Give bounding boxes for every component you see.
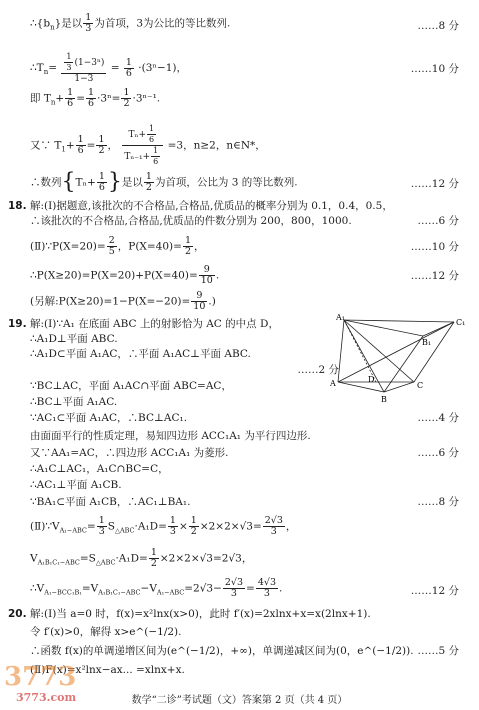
line-tn-plus-sixth: 即 $T_n+$ $\frac{1}{6}$ = $\frac{1}{6}$ ·3ⁿ= $\frac{1}{2}$ ·3ⁿ⁻¹. (30, 87, 161, 109)
score-12a: ……12 分 (410, 178, 459, 190)
score-8b: ……8 分 (417, 496, 459, 508)
page-footer: 数学“二诊”考试题（文）答案第 2 页（共 4 页） (131, 695, 348, 706)
q19-l10: ∴AC₁⊥平面 A₁CB. (30, 479, 122, 491)
score-6a: ……6 分 (417, 215, 459, 227)
label-d: D (368, 375, 375, 384)
q18-part1: 解:(Ⅰ)据题意,该批次的不合格品,合格品,优质品的概率分别为 0.1，0.4，0.5， (30, 200, 393, 212)
label-c1: C₁ (456, 318, 466, 327)
score-10b: ……10 分 (410, 241, 459, 253)
line-bn-geometric: $\therefore\{b_n\}$是以 $\frac{1}{3}$ 为首项，3为公比的等比数列. (30, 12, 231, 34)
line-tn-formula: $\therefore T_n=$ $\frac{1}{3}$ (1−3ⁿ) 1−3 = $\frac{1}{6}$ ·(3ⁿ−1)， (30, 52, 187, 84)
q19-l12: $(Ⅱ)\because V_{A_1-ABC}=$ $\frac{1}{3}$ $S_{\triangle ABC}\cdot A_1D=$ $\frac{1}{3}$ × $\frac{1}{2}$ ×2×2×√3= $\frac{2√3}{3}$ ， (30, 515, 297, 537)
q20-number: 20. (8, 608, 27, 620)
q19-l1: 解:(Ⅰ)∵A₁ 在底面 ABC 上的射影恰为 AC 的中点 D， (30, 318, 279, 330)
score-12b: ……12 分 (410, 270, 459, 282)
q20-l1: 解:(Ⅰ)当 a=0 时，f(x)=x²lnx(x>0)，此时 f′(x)=2xlnx+x=x(2lnx+1). (30, 608, 371, 620)
q19-l8: 又∵AA₁=AC，∴四边形 ACC₁A₁ 为菱形. (30, 447, 229, 459)
line-ratio: 又∵ $T_1+$ $\frac{1}{6}$ = $\frac{1}{2}$ ， Tₙ+ $\frac{1}{6}$ Tₙ₋₁+ $\frac{1}{6}$ =3，n≥2，n∈N*， (30, 124, 266, 166)
q19-l4: ∵BC⊥AC，平面 A₁AC∩平面 ABC=AC， (30, 380, 232, 392)
q19-l11: ∵BA₁⊂平面 A₁CB，∴AC₁⊥BA₁. (30, 496, 191, 508)
label-a1: A₁ (336, 313, 345, 322)
score-2: ……2 分 (297, 364, 339, 376)
q20-l4: (Ⅱ)F(x)=x²lnx−ax... =xlnx+x. (30, 664, 185, 676)
q19-l5: ∴BC⊥平面 A₁AC. (30, 396, 118, 408)
prism-figure (330, 312, 468, 404)
q19-l3: ∴A₁D⊂平面 A₁AC，∴平面 A₁AC⊥平面 ABC. (30, 348, 251, 360)
label-b1: B₁ (422, 338, 432, 347)
q19-l2: ∴A₁D⊥平面 ABC. (30, 333, 118, 345)
q19-l7: 由面面平行的性质定理，易知四边形 ACC₁A₁ 为平行四边形. (30, 430, 311, 442)
score-10: ……10 分 (410, 63, 459, 75)
score-12c: ……12 分 (410, 585, 459, 597)
score-4: ……4 分 (417, 412, 459, 424)
q19-l14: $\therefore V_{A_1-BCC_1B_1}=V_{A_1B_1C_1-ABC}-V_{A_1-ABC}=2√3-$ $\frac{2√3}{3}$ = $\frac{4√3}{3}$ . (30, 577, 283, 599)
q18-counts: ∴该批次的不合格品,合格品,优质品的件数分别为 200，800，1000. (30, 215, 352, 227)
line-tn-sequence: ∴数列{Tₙ+ $\frac{1}{6}$ }是以 $\frac{1}{2}$ 为首项，公比为 3 的等比数列. (30, 169, 298, 195)
q18-alt: (另解:P(X≥20)=1−P(X=−20)= $\frac{9}{10}$ .) (30, 290, 216, 312)
watermark-logo-text: 3773 (4, 662, 77, 692)
score-5: ……5 分 (417, 645, 459, 657)
score-6b: ……6 分 (417, 447, 459, 459)
watermark-url: 3773.com (16, 691, 77, 704)
label-b: B (381, 395, 387, 404)
q18-number: 18. (8, 200, 27, 212)
label-c: C (417, 381, 424, 390)
q19-l13: $V_{A_1B_1C_1-ABC}=S_{\triangle ABC}\cdot A_1D=$ $\frac{1}{2}$ ×2×2×√3=2√3， (30, 547, 253, 569)
label-a: A (330, 379, 336, 388)
score-8: ……8 分 (417, 20, 459, 32)
q20-l3: ∴函数 f(x)的单调递增区间为(e^(−1/2)，+∞)，单调递减区间为(0，e^(−1/2)). (30, 645, 414, 657)
q18-part2: (Ⅱ)∵P(X=20)= $\frac{2}{5}$ ，P(X=40)= $\frac{1}{2}$ ， (30, 235, 205, 257)
q19-number: 19. (8, 318, 27, 330)
q18-prob: ∴P(X≥20)=P(X=20)+P(X=40)= $\frac{9}{10}$ . (30, 264, 220, 286)
q19-l9: ∴A₁C⊥AC₁，A₁C∩BC=C， (30, 463, 169, 475)
q20-l2: 令 f′(x)>0，解得 x>e^(−1/2). (30, 626, 182, 638)
q19-l6: ∵AC₁⊂平面 A₁AC，∴BC⊥AC₁. (30, 412, 188, 424)
